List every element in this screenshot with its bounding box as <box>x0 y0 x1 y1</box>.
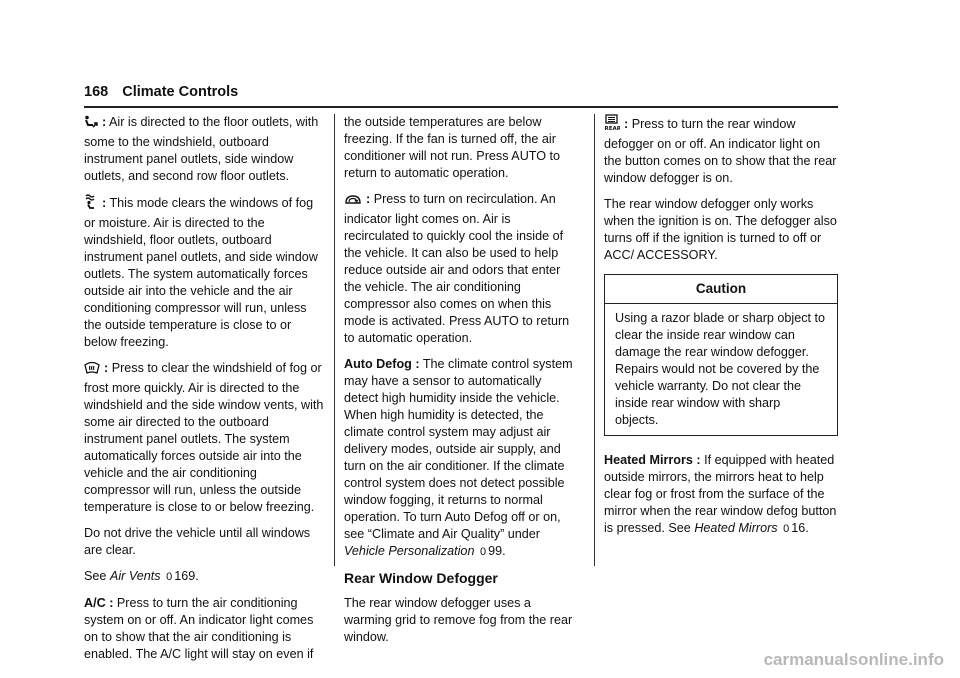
column-divider-2 <box>594 114 595 566</box>
auto-defog-paragraph: Auto Defog : The climate control system may have a sensor to automatically detect high humidity inside the vehicle. When high humidity is detected, the climate control system may adjust air delivery modes, outside air supply, and turn on the air conditioner. If the climate control system does not detect possible window fogging, it returns to normal operation. To turn Auto Defog off or on, see “Climate and Air Quality” under Vehicle Personalization 0 99. <box>344 357 573 558</box>
ac-text: Press to turn the air conditioning system on or off. An indicator light comes on to show that the air conditioning is enabled. The A/C light will stay on even if <box>84 596 314 661</box>
auto-defog-label: Auto Defog : <box>344 357 420 371</box>
vehicle-personalization-page[interactable]: 99 <box>488 544 503 558</box>
air-vents-page[interactable]: 169 <box>174 569 196 583</box>
recirculation-sep: : <box>366 192 371 206</box>
column-divider-1 <box>334 114 335 566</box>
recirculation-icon <box>344 194 362 211</box>
vehicle-personalization-link[interactable]: Vehicle Personalization <box>344 544 475 558</box>
column-2 <box>344 114 578 655</box>
page-ref-icon: 0 <box>166 571 173 583</box>
caution-box <box>604 274 838 436</box>
floor-mode-sep: : <box>102 115 107 129</box>
caution-title: Caution <box>605 275 837 304</box>
defrost-mode-text: Press to clear the windshield of fog or frost more quickly. Air is directed to the windshield and the side window vents, with some air directed to the outboard instrument panel outlets. The system automatically forces outside air into the vehicle and the air conditioning compressor will run, unless the outside temperature is close to or below freezing. <box>84 361 324 514</box>
defrost-mode-sep: : <box>104 361 109 375</box>
recirculation-paragraph <box>344 191 578 347</box>
page-ref-icon: 0 <box>479 546 487 558</box>
ac-label: A/C : <box>84 596 114 610</box>
caution-body: Using a razor blade or sharp object to clear the inside rear window can damage the rear window defogger. Repairs would not be covered by the vehicle warranty. Do not clear the inside rear window with sharp objects. <box>615 311 826 427</box>
defog-mode-icon <box>84 194 98 215</box>
defog-mode-paragraph <box>84 194 326 351</box>
floor-mode-text: Air is directed to the floor outlets, with some to the windshield, outboard instrument panel outlets, side window outlets, and second row floor outlets. <box>84 115 319 183</box>
column-1 <box>84 114 326 672</box>
header-rule <box>84 106 838 108</box>
svg-text:REAR: REAR <box>604 126 620 131</box>
see-air-vents-line: See Air Vents 0 169. <box>84 569 199 583</box>
heated-mirrors-paragraph: Heated Mirrors : If equipped with heated outside mirrors, the mirrors heat to help clear fog or frost from the surface of the mirror when the rear window defog button is pressed. See Heated Mirrors 0 16. <box>604 453 837 535</box>
column-3 <box>604 114 838 547</box>
rear-defogger-intro: The rear window defogger uses a warming grid to remove fog from the rear window. <box>344 596 573 644</box>
ac-continued: the outside temperatures are below freezing. If the fan is turned off, the air conditioner will not run. Press AUTO to return to automatic operation. <box>344 115 561 180</box>
auto-defog-text: The climate control system may have a sensor to automatically detect high humidity inside the vehicle. When high humidity is detected, the climate control system may adjust air delivery modes, outside air supply, and turn on the air conditioner. If the climate control system does not detect possible window fogging, it returns to normal operation. To turn Auto Defog off or on, see “Climate and Air Quality” under <box>344 357 573 541</box>
floor-mode-paragraph <box>84 114 326 185</box>
heated-mirrors-link[interactable]: Heated Mirrors <box>694 521 778 535</box>
air-vents-link[interactable]: Air Vents <box>109 569 161 583</box>
defog-mode-text: This mode clears the windows of fog or moisture. Air is directed to the windshield, floor outlets, outboard instrument panel outlets, and side window outlets. The system automatically forces outside air into the vehicle and the air conditioning compressor will run, unless the outside temperature is close to or below freezing. <box>84 196 318 349</box>
page-number: 168 <box>84 84 109 100</box>
floor-mode-icon <box>84 115 98 134</box>
rear-defog-icon <box>604 114 620 136</box>
watermark: carmanualsonline.info <box>763 650 944 669</box>
rear-defog-button-paragraph <box>604 114 838 187</box>
rear-defog-sep: : <box>624 117 629 131</box>
heated-mirrors-page[interactable]: 16 <box>791 521 806 535</box>
defrost-mode-paragraph <box>84 360 326 516</box>
page-ref-icon: 0 <box>783 523 790 535</box>
window-warning: Do not drive the vehicle until all windows are clear. <box>84 526 311 557</box>
see-prefix: See <box>84 569 107 583</box>
heated-mirrors-text: If equipped with heated outside mirrors, the mirrors heat to help clear fog or frost from the surface of the mirror when the rear window defog button is pressed. See <box>604 453 837 535</box>
rear-defog-button-text: Press to turn the rear window defogger on or off. An indicator light on the button comes on to show that the rear window defogger is on. <box>604 117 837 185</box>
page-header <box>84 84 238 100</box>
rear-defog-ignition-paragraph: The rear window defogger only works when the ignition is on. The defogger also turns off if the ignition is turned to off or ACC/ ACCESSORY. <box>604 197 837 262</box>
rear-window-defogger-heading: Rear Window Defogger <box>344 570 498 586</box>
windshield-defrost-icon <box>84 361 100 380</box>
ac-paragraph <box>84 595 326 663</box>
recirculation-text: Press to turn on recirculation. An indicator light comes on. Air is recirculated to quickly cool the inside of the vehicle. It can also be used to help reduce outside air and odors that enter the vehicle. The air conditioning compressor also comes on when this mode is activated. Press AUTO to return to automatic operation. <box>344 192 570 345</box>
defog-mode-sep: : <box>102 196 107 210</box>
section-title: Climate Controls <box>122 84 239 100</box>
heated-mirrors-label: Heated Mirrors : <box>604 453 701 467</box>
